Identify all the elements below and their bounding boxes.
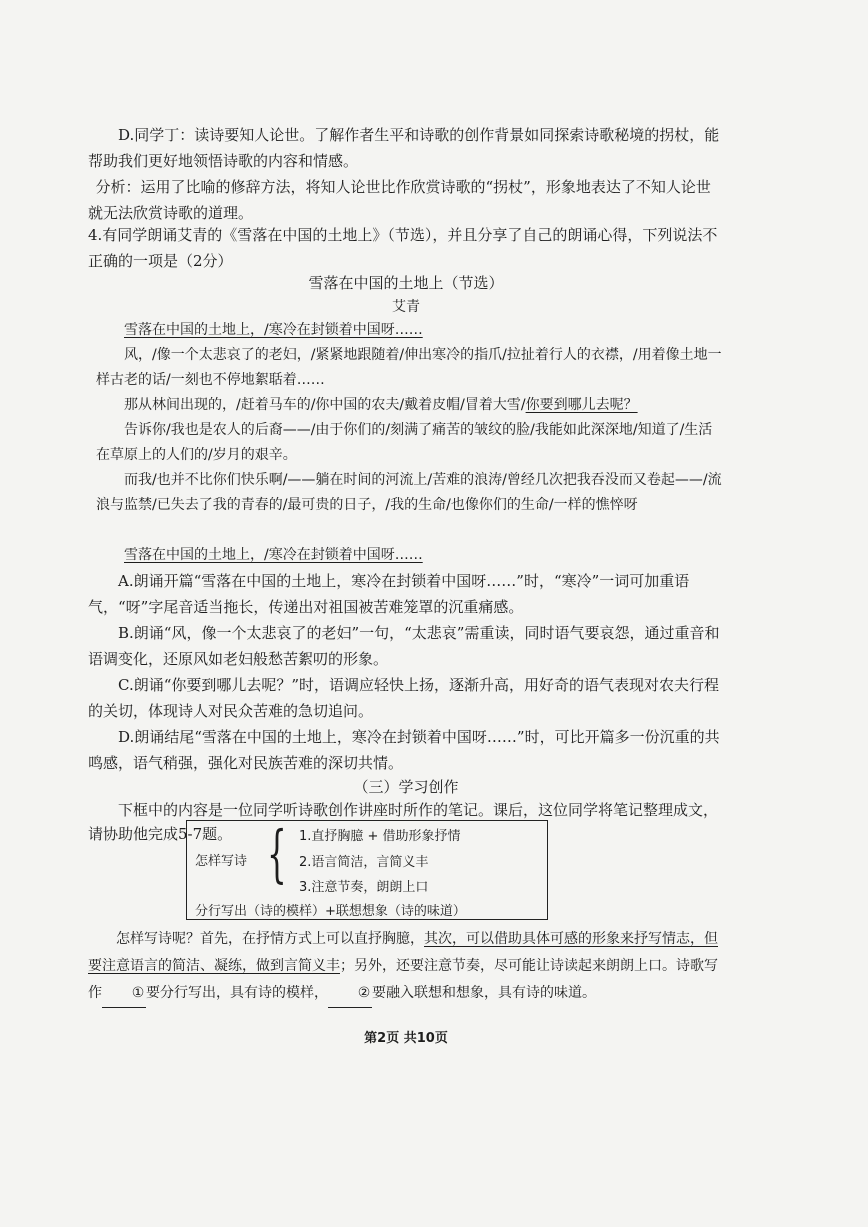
poem-stanza-3 [96,393,726,418]
poem-stanza-3-text: 那从林间出现的，/赶着马车的/你中国的农夫/戴着皮帽/冒着大雪/ [124,397,526,413]
analysis [88,174,724,226]
blank-1[interactable]: ① [102,980,146,1008]
question-4-line1: 4.有同学朗诵艾青的《雪落在中国的土地上》（节选），并且分享了自己的朗诵心得，下列 [88,226,673,244]
option-c: C.朗诵“你要到哪儿去呢？”时，语调应轻快上扬，逐渐升高，用好奇的语气表现对农夫行程的关切，体现诗人对民众苦难的急切追问。 [88,676,720,720]
poem-stanza-1-text: 雪落在中国的土地上，/寒冷在封锁着中国呀…… [124,322,423,338]
poem-stanza-4: 告诉你/我也是农人的后裔——/由于你们的/刻满了痛苦的皱纹的脸/我能如此深深地/知道了/生活在草原上的人们的/岁月的艰辛。 [96,422,713,463]
notes-box-bottom: 分行写出（诗的模样）+联想想象（诗的味道） [195,904,466,919]
poem-stanza-3-question: 你要到哪儿去呢？ [525,397,638,413]
option-d-student-ding [88,122,724,174]
notes-item-3: 3.注意节奏，朗朗上口 [299,880,429,895]
essay-part-7: 要融入联想和想象，具有诗的味道。 [372,985,596,1001]
essay-part-6: 要分行写出，具有诗的模样， [146,985,328,1001]
question-4 [88,222,724,274]
blank-2[interactable]: ② [328,980,372,1008]
option-b: B.朗诵“风，像一个太悲哀了的老妇”一句，“太悲哀”需重读，同时语气要哀怨，通过重音和语调变化，还原风如老妇般愁苦絮叨的形象。 [88,624,720,668]
essay-part-4: 但要注意语言的简洁、凝练，做到言简义丰 [88,931,718,974]
option-d-line1: D.同学丁：读诗要知人论世。了解作者生平和诗歌的创作背景如同探索诗歌秘境的拐杖，能 [118,126,720,144]
brace-symbol: { [267,817,287,890]
essay-part-3: 可以借助具体可感的形象来抒写情志， [466,931,704,947]
option-a: A.朗诵开篇“雪落在中国的土地上，寒冷在封锁着中国呀……”时，“寒冷”一词可加重语气，“呀”字尾音适当拖长，传递出对祖国被苦难笼罩的沉重痛感。 [88,572,690,616]
essay-part-5: ；另外，还要注意节奏，尽可能让诗读起来朗朗上口。诗歌写作 [88,958,718,1001]
essay-part-1: 怎样写诗呢？首先，在抒情方式上可以直抒胸臆， [116,931,424,947]
question-4-line2: 说法不正确的一项是（2分） [88,226,718,270]
notes-item-2: 2.语言简洁，言简义丰 [299,855,429,870]
page-footer: 第2页 共10页 [364,1031,448,1046]
notes-box-label: 怎样写诗 [195,854,248,869]
poem-stanza-6-text: 雪落在中国的土地上，/寒冷在封锁着中国呀…… [124,547,423,563]
option-d-line2: 帮助我们更好地领悟诗歌的内容和情感。 [88,152,359,170]
poem-title: 雪落在中国的土地上（节选） [308,274,504,292]
poem-stanza-1 [96,318,726,343]
notes-item-1: 1.直抒胸臆 + 借助形象抒情 [299,829,461,844]
option-d: D.朗诵结尾“雪落在中国的土地上，寒冷在封锁着中国呀……”时，可比开篇多一份沉重的共鸣感，语气稍强，强化对民族苦难的深切共情。 [88,728,720,772]
analysis-line1: 分析：运用了比喻的修辞方法，将知人论世比作欣赏诗歌的“拐杖”，形象地表达了不知人 [95,178,681,196]
poem-stanza-2: 风，/像一个太悲哀了的老妇，/紧紧地跟随着/伸出寒冷的指爪/拉扯着行人的衣襟，/用着像土地一样古老的话/一刻也不停地絮聒着…… [96,347,722,388]
section-3-intro: 下框中的内容是一位同学听诗歌创作讲座时所作的笔记。课后，这位同学将笔记整理成文，请协助他完成5-7题。 [88,801,719,843]
poem-author: 艾青 [392,299,420,315]
poem-stanza-5: 而我/也并不比你们快乐啊/——躺在时间的河流上/苦难的浪涛/曾经几次把我吞没而又卷起——/流浪与监禁/已失去了我的青春的/最可贵的日子，/我的生命/也像你们的生命/一样的憔悴呀 [96,472,722,513]
essay-paragraph [88,926,724,1008]
essay-part-2: 其次， [424,931,466,947]
notes-box [186,817,548,920]
analysis-line2: 论世就无法欣赏诗歌的道理。 [88,178,711,222]
section-3-heading: （三）学习创作 [353,778,459,796]
poem-stanza-6 [96,543,726,568]
